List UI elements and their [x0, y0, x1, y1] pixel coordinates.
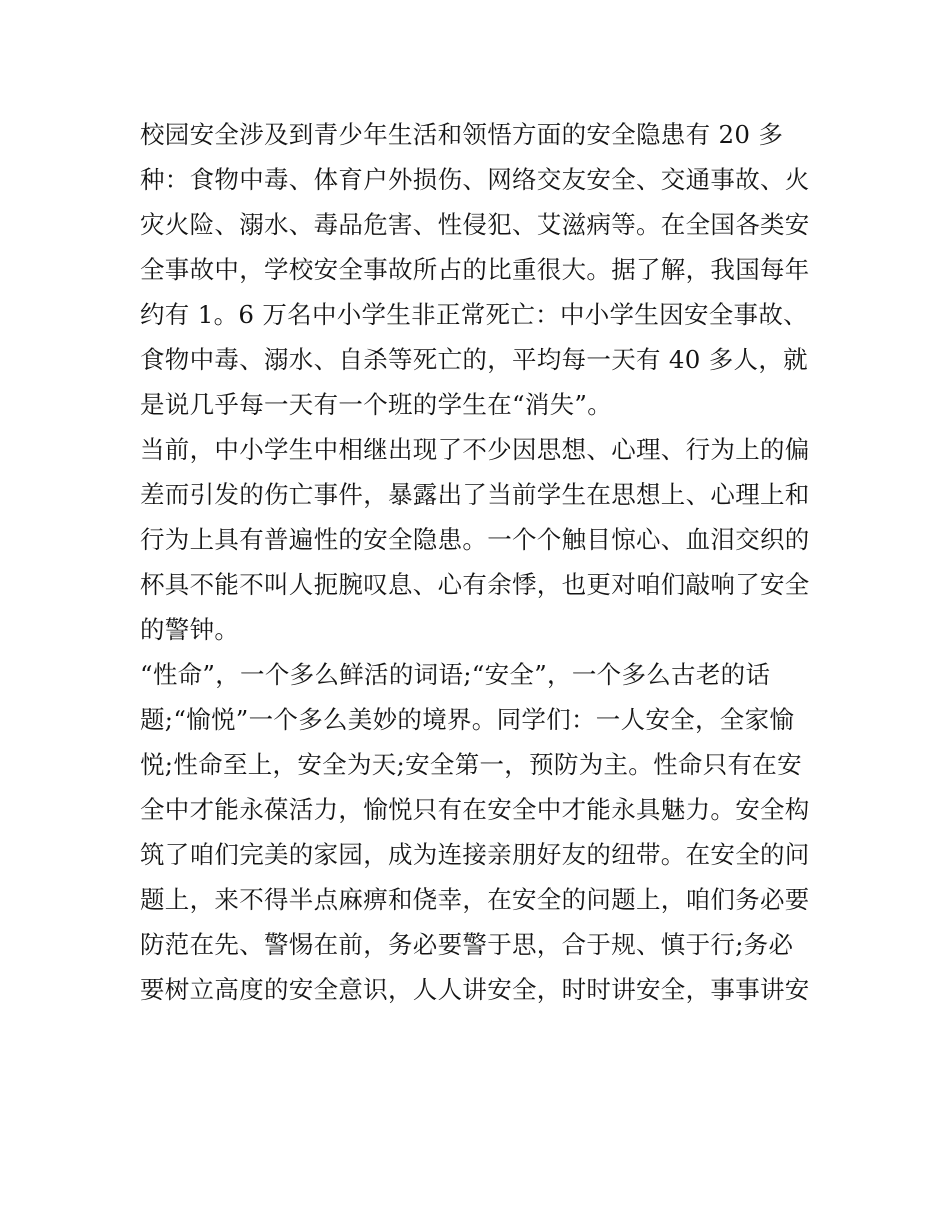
text-line: 食物中毒、溺水、自杀等死亡的，平均每一天有 40 多人，就 [140, 345, 808, 374]
text-line: 筑了咱们完美的家园，成为连接亲朋好友的纽带。在安全的问 [140, 840, 810, 869]
text-line: 全中才能永葆活力，愉悦只有在安全中才能永具魅力。安全构 [140, 795, 810, 824]
text-line: 行为上具有普遍性的安全隐患。一个个触目惊心、血泪交织的 [140, 525, 810, 554]
text-line: 种：食物中毒、体育户外损伤、网络交友安全、交通事故、火 [140, 165, 810, 194]
text-line: 约有 1。6 万名中小学生非正常死亡：中小学生因安全事故、 [140, 300, 808, 329]
text-line: 防范在先、警惕在前，务必要警于思，合于规、慎于行;务必 [140, 930, 794, 959]
text-line: 是说几乎每一天有一个班的学生在“消失”。 [140, 390, 613, 419]
text-line: 题上，来不得半点麻痹和侥幸，在安全的问题上，咱们务必要 [140, 885, 810, 914]
text-line: 全事故中，学校安全事故所占的比重很大。据了解，我国每年 [140, 255, 810, 284]
text-line: 的警钟。 [140, 615, 240, 644]
text-line: “性命”，一个多么鲜活的词语;“安全”，一个多么古老的话 [140, 660, 771, 689]
text-line: 悦;性命至上，安全为天;安全第一，预防为主。性命只有在安 [140, 750, 802, 779]
text-line: 灾火险、溺水、毒品危害、性侵犯、艾滋病等。在全国各类安 [140, 210, 810, 239]
text-line: 题;“愉悦”一个多么美妙的境界。同学们：一人安全，全家愉 [140, 705, 795, 734]
text-line: 要树立高度的安全意识，人人讲安全，时时讲安全，事事讲安 [140, 975, 810, 1004]
text-line: 校园安全涉及到青少年生活和领悟方面的安全隐患有 20 多 [140, 120, 784, 149]
text-line: 差而引发的伤亡事件，暴露出了当前学生在思想上、心理上和 [140, 480, 810, 509]
text-line: 当前，中小学生中相继出现了不少因思想、心理、行为上的偏 [140, 435, 810, 464]
text-line: 杯具不能不叫人扼腕叹息、心有余悸，也更对咱们敲响了安全 [140, 570, 810, 599]
document-body [140, 112, 820, 1012]
